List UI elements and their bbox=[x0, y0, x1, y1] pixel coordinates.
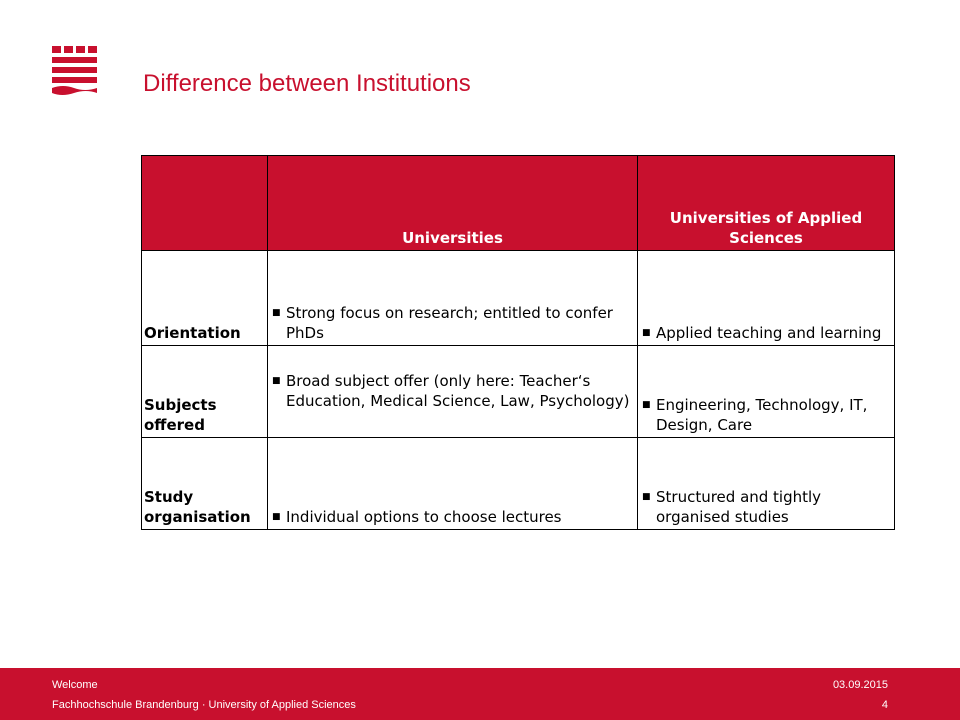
table-row bbox=[142, 251, 895, 346]
cell-applied bbox=[638, 251, 895, 346]
institutions-table bbox=[141, 155, 895, 530]
header-universities: Universities bbox=[268, 156, 638, 251]
cell-universities bbox=[268, 438, 638, 530]
header-empty-cell bbox=[142, 156, 268, 251]
bullet-square-icon: ■ bbox=[272, 375, 281, 386]
slide-title: Difference between Institutions bbox=[143, 70, 471, 97]
bullet-square-icon: ■ bbox=[272, 512, 281, 522]
cell-text: Engineering, Technology, IT, Design, Care bbox=[656, 396, 868, 434]
cell-text: Strong focus on research; entitled to confer PhDs bbox=[286, 304, 613, 342]
row-label-orientation: Orientation bbox=[142, 251, 268, 346]
bullet-square-icon: ■ bbox=[642, 400, 651, 410]
header-applied-sciences: Universities of Applied Sciences bbox=[638, 156, 895, 251]
footer-institution: Fachhochschule Brandenburg · University of Applied Sciences bbox=[52, 699, 356, 711]
row-label-study: Study organisation bbox=[142, 438, 268, 530]
city-crest-icon bbox=[52, 46, 98, 98]
footer-date: 03.09.2015 bbox=[832, 679, 888, 691]
table-row bbox=[142, 346, 895, 438]
bullet-square-icon: ■ bbox=[272, 308, 281, 318]
bullet-square-icon: ■ bbox=[642, 328, 651, 338]
footer-section: Welcome bbox=[52, 679, 98, 691]
table-row bbox=[142, 438, 895, 530]
cell-universities bbox=[268, 251, 638, 346]
cell-text: Broad subject offer (only here: Teacher‘s Education, Medical Science, Law, Psychology) bbox=[286, 371, 630, 410]
cell-text: Individual options to choose lectures bbox=[286, 508, 562, 526]
bullet-square-icon: ■ bbox=[642, 492, 651, 502]
slide-footer bbox=[0, 668, 960, 720]
cell-text: Structured and tightly organised studies bbox=[656, 488, 822, 526]
page-number: 4 bbox=[881, 699, 888, 711]
table-header-row bbox=[142, 156, 895, 251]
cell-applied bbox=[638, 438, 895, 530]
cell-universities bbox=[268, 346, 638, 438]
row-label-subjects: Subjects offered bbox=[142, 346, 268, 438]
cell-text: Applied teaching and learning bbox=[656, 324, 882, 342]
cell-applied bbox=[638, 346, 895, 438]
